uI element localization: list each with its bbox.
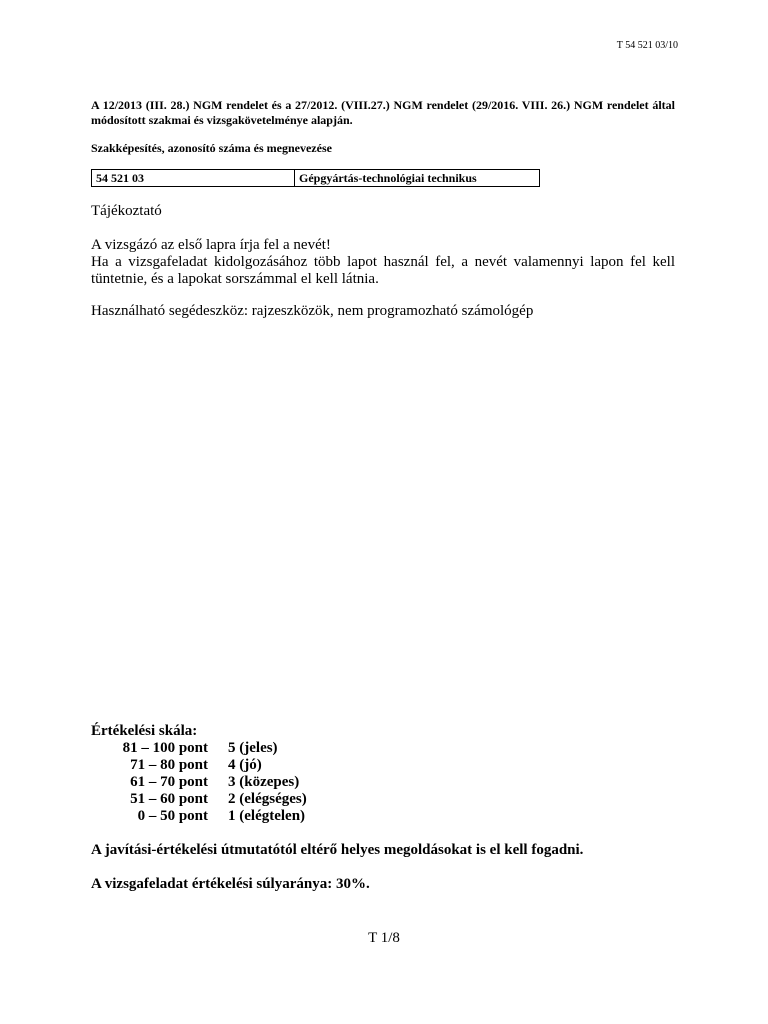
scale-row bbox=[91, 740, 307, 757]
info-line-sheets: Ha a vizsgafeladat kidolgozásához több lapot használ fel, a nevét valamennyi lapon fel kell tüntetnie, és a lapokat sorszámmal el kell látnia. bbox=[91, 254, 675, 287]
scale-row bbox=[91, 791, 307, 808]
scale-row bbox=[91, 757, 307, 774]
info-line-name: A vizsgázó az első lapra írja fel a nevét! bbox=[91, 237, 331, 253]
page-number: T 1/8 bbox=[368, 930, 400, 946]
scale-row bbox=[91, 808, 307, 825]
allowed-aids: Használható segédeszköz: rajzeszközök, nem programozható számológép bbox=[91, 303, 534, 319]
scale-points: 61 – 70 pont bbox=[130, 774, 208, 790]
grading-scale bbox=[91, 740, 307, 825]
qualification-table bbox=[91, 169, 540, 187]
scale-points: 0 – 50 pont bbox=[137, 808, 208, 824]
scale-points: 51 – 60 pont bbox=[130, 791, 208, 807]
scale-row bbox=[91, 774, 307, 791]
scale-grade: 2 (elégséges) bbox=[228, 791, 307, 807]
document-code: T 54 521 03/10 bbox=[616, 40, 678, 51]
qualification-code: 54 521 03 bbox=[92, 170, 295, 187]
scale-grade: 5 (jeles) bbox=[228, 740, 278, 756]
scale-grade: 1 (elégtelen) bbox=[228, 808, 306, 824]
table-row bbox=[92, 170, 540, 187]
info-title: Tájékoztató bbox=[91, 203, 162, 219]
scale-points: 81 – 100 pont bbox=[122, 740, 208, 756]
scale-grade: 4 (jó) bbox=[228, 757, 262, 773]
scale-points: 71 – 80 pont bbox=[130, 757, 208, 773]
scale-grade: 3 (közepes) bbox=[228, 774, 300, 790]
qualification-name: Gépgyártás-technológiai technikus bbox=[295, 170, 540, 187]
info-body bbox=[91, 237, 675, 288]
qualification-heading: Szakképesítés, azonosító száma és megnevezése bbox=[91, 141, 332, 155]
acceptance-note: A javítási-értékelési útmutatótól eltérő helyes megoldásokat is el kell fogadni. bbox=[91, 842, 584, 858]
weight-note: A vizsgafeladat értékelési súlyaránya: 30%. bbox=[91, 876, 370, 892]
scale-title: Értékelési skála: bbox=[91, 723, 198, 739]
regulation-reference: A 12/2013 (III. 28.) NGM rendelet és a 27/2012. (VIII.27.) NGM rendelet (29/2016. VIII. 26.) NGM rendelet által módosított szakmai és vizsgakövetelménye alapján. bbox=[91, 98, 675, 127]
